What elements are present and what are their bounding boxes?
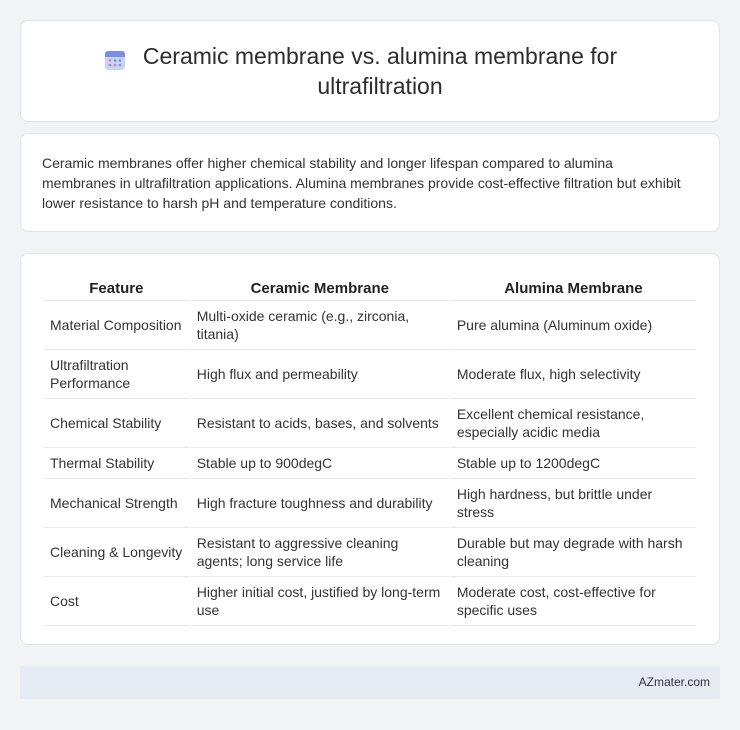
table-row — [44, 399, 696, 448]
table-cell-feature: Mechanical Strength — [44, 479, 189, 528]
comparison-table-card — [20, 253, 720, 645]
table-cell-ceramic: Multi-oxide ceramic (e.g., zirconia, titania) — [191, 301, 449, 350]
summary-card — [20, 133, 720, 232]
table-cell-alumina: Moderate cost, cost-effective for specific uses — [451, 577, 696, 626]
table-row — [44, 350, 696, 399]
table-cell-alumina: High hardness, but brittle under stress — [451, 479, 696, 528]
table-row — [44, 528, 696, 577]
table-cell-feature: Cost — [44, 577, 189, 626]
table-row — [44, 479, 696, 528]
table-cell-alumina: Excellent chemical resistance, especially acidic media — [451, 399, 696, 448]
table-cell-alumina: Moderate flux, high selectivity — [451, 350, 696, 399]
table-cell-feature: Ultrafiltration Performance — [44, 350, 189, 399]
table-row — [44, 301, 696, 350]
table-cell-ceramic: Resistant to acids, bases, and solvents — [191, 399, 449, 448]
footer-bar — [20, 666, 720, 699]
title-card — [20, 20, 720, 122]
column-header-alumina: Alumina Membrane — [451, 274, 696, 301]
table-cell-alumina: Durable but may degrade with harsh cleaning — [451, 528, 696, 577]
table-row — [44, 448, 696, 479]
column-header-ceramic: Ceramic Membrane — [191, 274, 449, 301]
table-cell-feature: Cleaning & Longevity — [44, 528, 189, 577]
table-cell-ceramic: Stable up to 900degC — [191, 448, 449, 479]
table-header-row — [44, 274, 696, 301]
table-cell-alumina: Pure alumina (Aluminum oxide) — [451, 301, 696, 350]
table-cell-feature: Material Composition — [44, 301, 189, 350]
table-row — [44, 577, 696, 626]
page-title: Ceramic membrane vs. alumina membrane for ultrafiltration — [142, 43, 618, 99]
summary-text: Ceramic membranes offer higher chemical stability and longer lifespan compared to alumina membranes in ultrafiltration applications. Alumina membranes provide cost-effective filtration but exhibit lower resistance to harsh pH and temperature conditions. — [42, 155, 681, 211]
table-cell-alumina: Stable up to 1200degC — [451, 448, 696, 479]
table-cell-ceramic: High fracture toughness and durability — [191, 479, 449, 528]
table-cell-ceramic: Higher initial cost, justified by long-term use — [191, 577, 449, 626]
column-header-feature: Feature — [44, 274, 189, 301]
table-cell-feature: Thermal Stability — [44, 448, 189, 479]
table-cell-ceramic: High flux and permeability — [191, 350, 449, 399]
table-cell-feature: Chemical Stability — [44, 399, 189, 448]
table-cell-ceramic: Resistant to aggressive cleaning agents; long service life — [191, 528, 449, 577]
comparison-table — [42, 274, 698, 626]
footer-brand-link[interactable]: AZmater.com — [638, 675, 710, 689]
